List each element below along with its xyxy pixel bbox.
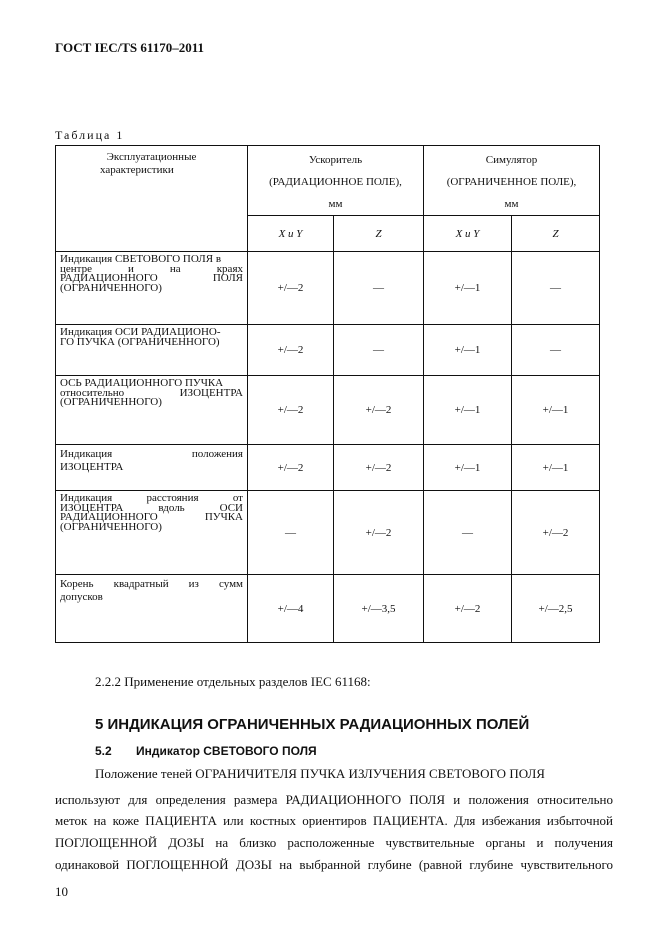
cell-value: +/—2,5 — [512, 575, 600, 643]
header-simulator-line: Симулятор — [485, 154, 538, 166]
body-line: ПОГЛОЩЕННОЙ ДОЗЫ на близко расположенные чувствительные органы и получения — [55, 835, 613, 850]
section-5-2-title: Индикатор СВЕТОВОГО ПОЛЯ — [136, 744, 317, 758]
table-row — [56, 445, 600, 491]
row-label-line: (ОГРАНИЧЕННОГО) — [60, 281, 162, 294]
row-label-line: центре и на краях — [60, 262, 243, 275]
body-line: одинаковой ПОГЛОЩЕННОЙ ДОЗЫ на выбранной глубине (равной глубине чувствительного — [55, 857, 613, 872]
header-accelerator-line: Ускоритель — [308, 154, 363, 166]
cell-value: +/—2 — [424, 575, 512, 643]
cell-value: — — [512, 252, 600, 325]
body-line: Положение теней ОГРАНИЧИТЕЛЯ ПУЧКА ИЗЛУЧЕНИЯ СВЕТОВОГО ПОЛЯ — [95, 766, 545, 781]
section-5-2-number: 5.2 — [95, 744, 112, 758]
subheader-z-acc: Z — [334, 216, 424, 252]
cell-value: +/—1 — [424, 325, 512, 376]
row-label — [56, 491, 248, 575]
header-accelerator-line: мм — [328, 198, 343, 210]
row-label-line: ГО ПУЧКА (ОГРАНИЧЕННОГО) — [60, 335, 220, 348]
table-row — [56, 575, 600, 643]
table-caption: Таблица 1 — [55, 128, 125, 142]
header-characteristics — [56, 146, 248, 252]
table-row — [56, 325, 600, 376]
cell-value: +/—2 — [334, 376, 424, 445]
cell-value: — — [334, 325, 424, 376]
row-label — [56, 252, 248, 325]
body-line: используют для определения размера РАДИАЦИОННОГО ПОЛЯ и положения относительно — [55, 792, 613, 807]
row-label — [56, 325, 248, 376]
cell-value: +/—1 — [424, 376, 512, 445]
cell-value: +/—2 — [512, 491, 600, 575]
cell-value: +/—1 — [512, 376, 600, 445]
row-label-line: (ОГРАНИЧЕННОГО) — [60, 396, 162, 408]
cell-value: +/—1 — [512, 445, 600, 491]
header-simulator-line: мм — [504, 198, 519, 210]
data-table — [55, 145, 600, 643]
cell-value: +/—1 — [424, 445, 512, 491]
cell-value: +/—2 — [248, 376, 334, 445]
cell-value: +/—2 — [248, 325, 334, 376]
row-label — [56, 445, 248, 491]
table-row — [56, 376, 600, 445]
row-label-line: ИЗОЦЕНТРА — [60, 461, 124, 473]
cell-value: +/—4 — [248, 575, 334, 643]
header-left-line: Эксплуатационные — [106, 151, 197, 163]
cell-value: +/—3,5 — [334, 575, 424, 643]
subheader-xy-sim: X и Y — [424, 216, 512, 252]
subheader-xy-acc: X и Y — [248, 216, 334, 252]
row-label-line: Индикация расстояния от — [60, 492, 243, 504]
table-header-row — [56, 146, 600, 216]
cell-value: — — [424, 491, 512, 575]
page-number: 10 — [55, 884, 68, 899]
row-label-line: допусков — [60, 591, 103, 603]
section-5-heading: 5 ИНДИКАЦИЯ ОГРАНИЧЕННЫХ РАДИАЦИОННЫХ ПОЛЕЙ — [95, 716, 530, 733]
cell-value: +/—1 — [424, 252, 512, 325]
row-label-line: (ОГРАНИЧЕННОГО) — [60, 520, 162, 533]
header-simulator-line: (ОГРАНИЧЕННОЕ ПОЛЕ), — [446, 176, 577, 188]
cell-value: +/—2 — [248, 445, 334, 491]
row-label-line: Индикация положения — [60, 448, 243, 460]
row-label-line: Индикация СВЕТОВОГО ПОЛЯ в — [60, 253, 222, 265]
row-label-line: ИЗОЦЕНТРА вдоль ОСИ — [60, 501, 243, 514]
table-row — [56, 491, 600, 575]
cell-value: — — [512, 325, 600, 376]
cell-value: +/—2 — [334, 445, 424, 491]
row-label-line: РАДИАЦИОННОГО ПОЛЯ — [60, 272, 243, 284]
row-label-line: РАДИАЦИОННОГО ПУЧКА — [60, 511, 243, 523]
row-label-line: Корень квадратный из сумм — [60, 578, 243, 590]
header-simulator — [424, 146, 600, 216]
document-header: ГОСТ IEC/TS 61170–2011 — [55, 40, 204, 55]
table-row — [56, 252, 600, 325]
body-line: меток на коже ПАЦИЕНТА или костных ориентиров ПАЦИЕНТА. Для избежания избыточной — [55, 813, 613, 828]
subheader-z-sim: Z — [512, 216, 600, 252]
row-label-line: относительно ИЗОЦЕНТРА — [60, 386, 243, 399]
cell-value: +/—2 — [334, 491, 424, 575]
header-accelerator — [248, 146, 424, 216]
header-left-line: характеристики — [100, 164, 174, 176]
cell-value: — — [334, 252, 424, 325]
row-label-line: ОСЬ РАДИАЦИОННОГО ПУЧКА — [60, 377, 224, 389]
cell-value: — — [248, 491, 334, 575]
cell-value: +/—2 — [248, 252, 334, 325]
row-label-line: Индикация ОСИ РАДИАЦИОНО- — [60, 326, 221, 338]
header-accelerator-line: (РАДИАЦИОННОЕ ПОЛЕ), — [269, 176, 402, 188]
row-label — [56, 376, 248, 445]
paragraph-2-2-2: 2.2.2 Применение отдельных разделов IEC 61168: — [95, 674, 371, 689]
row-label — [56, 575, 248, 643]
